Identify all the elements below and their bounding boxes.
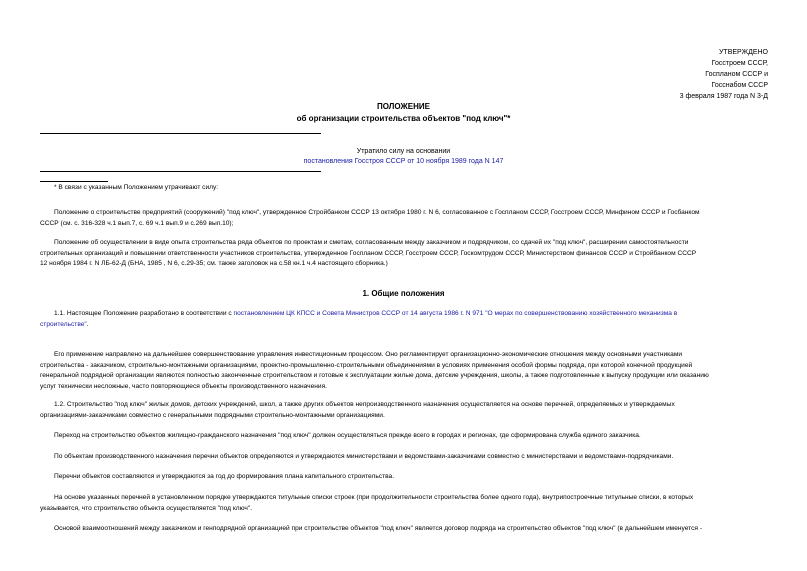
paragraph-text: 1.1. Настоящее Положение разработано в соответствии с: [54, 310, 234, 317]
paragraph-line: Перечни объектов составляются и утверждаются за год до формирования плана капитального строительства.: [54, 473, 395, 480]
paragraph-line: Переход на строительство объектов жилищно-гражданского назначения "под ключ" должен осуществляться прежде всего в городах и регионах, где сформирована служба единого заказчика.: [54, 432, 641, 439]
approval-line: Госснабом СССР: [711, 82, 768, 89]
lost-force-note: [0, 147, 807, 167]
paragraph-line: услуг технически несложные, часто повторяющиеся объекты производственного назначения.: [40, 382, 328, 390]
paragraph-line: СССР (см. с. 316-328 ч.1 вып.7, с. 69 ч.1 вып.9 и с.269 вып.10);: [40, 219, 234, 227]
approval-block: [680, 47, 768, 102]
title-sub: об организации строительства объектов "под ключ"*: [296, 114, 511, 123]
approval-line: Госстроем СССР,: [711, 60, 768, 67]
paragraph: [40, 238, 807, 270]
divider: [40, 133, 321, 134]
paragraph-text: .: [86, 320, 89, 328]
approval-line: Госпланом СССР и: [705, 71, 768, 78]
paragraph-line: указывается, что строительство объекта осуществляется "под ключ".: [40, 504, 253, 512]
paragraph-line: Его применение направлено на дальнейшее совершенствование управления инвестиционным процессом. Оно регламентирует организационно-экономические отношения между основными участниками: [54, 351, 683, 358]
paragraph-line: строительства - заказчиком, строительно-монтажными организациями, проектно-промышленно-строительными объединениями в условиях применения особой формы подряда, при которой конечной продукцией: [40, 361, 693, 369]
paragraph: [40, 431, 807, 442]
divider: [40, 171, 321, 172]
paragraph: [40, 493, 807, 514]
lost-force-text: Утратило силу на основании: [356, 148, 451, 155]
paragraph: [40, 472, 807, 483]
lost-force-link[interactable]: постановления Госстроя СССР от 10 ноября 1989 года N 147: [303, 158, 504, 165]
footnote: * В связи с указанным Положением утрачивают силу:: [54, 184, 219, 191]
decree-link[interactable]: строительстве": [40, 320, 87, 328]
footnote-divider: [40, 181, 108, 182]
paragraph: [40, 309, 807, 330]
title-main: ПОЛОЖЕНИЕ: [377, 102, 430, 111]
paragraph-line: Положение об осуществлении в виде опыта строительства ряда объектов по проектам и сметам, согласованным между заказчиком и подрядчиком, со сдачей их "под ключ", расширении самостоятельности: [54, 239, 689, 246]
paragraph: [40, 208, 807, 229]
paragraph-line: По объектам производственного назначения перечни объектов определяются и утверждаются министерствами и ведомствами-заказчиками совместно с министерствами и ведомствами-подрядчиками.: [54, 453, 674, 460]
paragraph-line: Основой взаимоотношений между заказчиком и генподрядной организацией при строительстве объектов "под ключ" является договор подряда на строительство объектов "под ключ" (в дальнейшем именуется -: [54, 525, 703, 532]
paragraph-line: генеральной подрядной организации являются полностью законченные строительством и готовые к эксплуатации жилые дома, детские учреждения, школы, а также подготовленные к выпуску продукции или оказанию: [40, 372, 709, 379]
paragraph-line: 1.2. Строительство "под ключ" жилых домов, детских учреждений, школ, а также других объектов непроизводственного назначения осуществляется на основе перечней, определяемых и утверждаемых: [54, 401, 675, 408]
paragraph: [40, 400, 807, 421]
approval-date: 3 февраля 1987 года N 3-Д: [679, 93, 768, 100]
paragraph: [40, 524, 807, 535]
decree-link[interactable]: постановлением ЦК КПСС и Совета Министров СССР от 14 августа 1986 г. N 971 "О мерах по совершенствованию хозяйственного механизма в: [233, 310, 678, 317]
section-heading: 1. Общие положения: [362, 289, 445, 298]
document-title: [0, 101, 807, 125]
approval-line: УТВЕРЖДЕНО: [718, 49, 768, 56]
paragraph-line: строительных организаций и повышении ответственности участников строительства, утвержденное Госпланом СССР, Госстроем СССР, Госкомтрудом СССР, Министерством финансов СССР и Стройбанком СССР: [40, 249, 697, 257]
paragraph: [40, 350, 807, 392]
paragraph-line: На основе указанных перечней в установленном порядке утверждаются титульные списки строек (при продолжительности строительства более одного года), внутрипостроечные титульные списки, в которых: [54, 494, 694, 501]
paragraph-line: организациями-заказчиками совместно с генеральными подрядными строительно-монтажными организациями.: [40, 411, 385, 419]
paragraph: [40, 452, 807, 463]
paragraph-line: 12 ноября 1984 г. N ЛБ-62-Д (БНА, 1985 , N 6, с.29-35; см. также заголовок на с.58 кн.1 ч.4 настоящего сборника.): [40, 260, 388, 267]
paragraph-line: Положение о строительстве предприятий (сооружений) "под ключ", утвержденное Стройбанком СССР 13 октября 1980 г. N 6, согласованное с Госпланом СССР, Госстроем СССР, Минфином СССР и Госбанком: [54, 209, 700, 216]
